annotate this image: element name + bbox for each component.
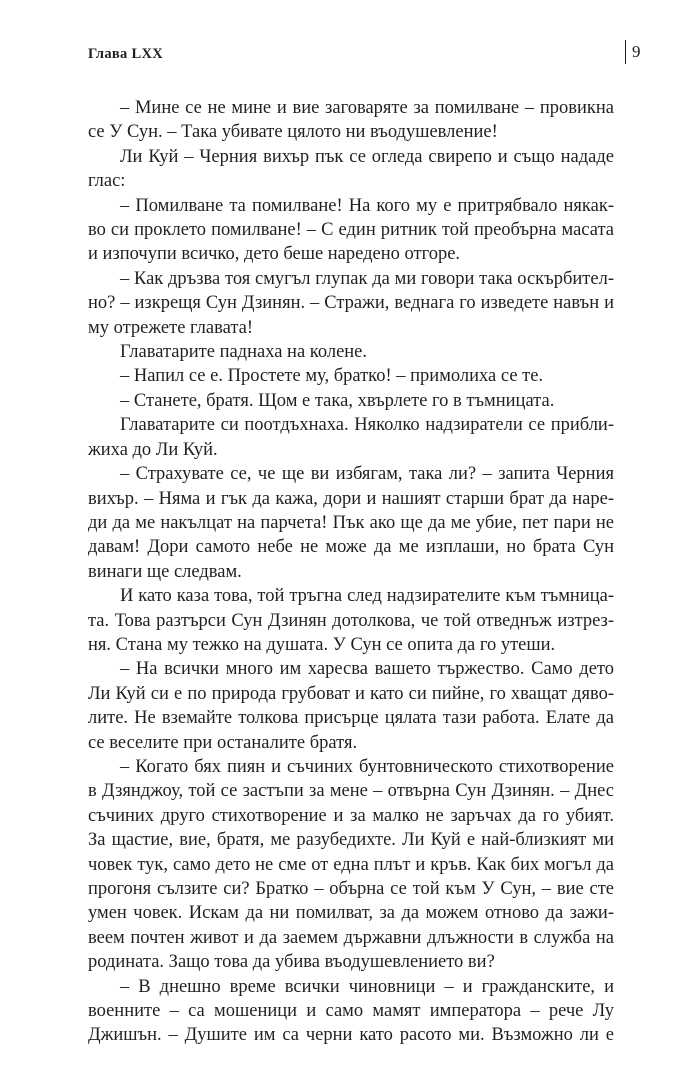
text-line: – Когато бях пиян и съчиних бунтовническото стихотворение [120, 756, 614, 777]
text-line: давам! Дори самото небе не може да ме изплаши, но брата Сун [88, 537, 614, 558]
text-line: – Страхувате се, че ще ви избягам, така ли? – запита Черния [120, 464, 614, 485]
text-line: Главатарите си поотдъхнаха. Няколко надзиратели се прибли- [120, 415, 614, 436]
text-line: – На всички много им харесва вашето тържество. Само дето [120, 659, 614, 680]
paragraph [88, 584, 614, 657]
text-line: ня. Стана му тежко на душата. У Сун се опита да го утеши. [88, 634, 556, 655]
chapter-running-head: Глава LXX [88, 46, 163, 62]
text-line: И като каза това, той тръгна след надзирателите към тъмница- [120, 586, 614, 607]
text-line: ди да ме накълцат на парчета! Пък ако ще да ме убие, пет пари не [88, 512, 614, 533]
text-line: винаги ще следвам. [88, 561, 242, 582]
text-line: – Напил се е. Простете му, братко! – примолиха се те. [120, 366, 544, 387]
text-line: умен човек. Искам да ни помилват, за да можем отново да зажи- [88, 903, 614, 924]
paragraph [88, 975, 614, 1048]
text-line: – Как дръзва тоя смугъл глупак да ми говори така оскърбител- [120, 268, 614, 289]
text-line: се У Сун. – Така убивате цялото ни въодушевление! [88, 122, 498, 143]
paragraph [88, 96, 614, 145]
text-line: Ли Куй си е по природа грубоват и като си пийне, го хващат дяво- [88, 683, 614, 704]
text-line: вихър. – Няма и гък да кажа, дори и нашият старши брат да наре- [88, 488, 614, 509]
text-line: – Мине се не мине и вие заговаряте за помилване – провикна [120, 98, 614, 118]
page-number: 9 [625, 40, 641, 64]
text-line: – Помилване та помилване! На кого му е притрябвало някак- [120, 195, 614, 216]
paragraph [88, 657, 614, 755]
paragraph [88, 145, 614, 194]
text-line: но? – изкрещя Сун Дзинян. – Стражи, веднага го изведете навън и [88, 293, 614, 314]
body-text [88, 96, 614, 1048]
text-line: во си проклето помилване! – С един ритник той преобърна масата [88, 220, 614, 241]
paragraph [88, 340, 614, 364]
paragraph [88, 389, 614, 413]
text-line: военните – са мошеници и само мамят императора – рече Лу [88, 1001, 614, 1022]
text-line: човек тук, само дето не сме от една плът и кръв. Как бих могъл да [88, 854, 614, 875]
text-line: За щастие, вие, братя, ме разубедихте. Ли Куй е най-близкият ми [88, 830, 614, 851]
text-line: родината. Защо това да убива въодушевлението ви? [88, 952, 495, 973]
text-line: глас: [88, 171, 126, 192]
text-line: жиха до Ли Куй. [88, 439, 218, 460]
text-line: му отрежете главата! [88, 317, 254, 338]
text-line: та. Това разтърси Сун Дзинян дотолкова, че той отведнъж изтрез- [88, 610, 614, 631]
paragraph [88, 755, 614, 975]
paragraph [88, 413, 614, 462]
paragraph [88, 364, 614, 388]
text-line: веем почтен живот и да заемем държавни длъжности в служба на [88, 927, 614, 948]
text-line: прогоня сълзите си? Братко – обърна се той към У Сун, – вие сте [88, 879, 614, 899]
text-line: и изпочупи всичко, дето беше наредено отгоре. [88, 244, 461, 265]
text-line: в Дзянджоу, той се застъпи за мене – отвърна Сун Дзинян. – Днес [88, 781, 614, 802]
text-line: – В днешно време всички чиновници – и гражданските, и [120, 976, 614, 997]
text-line: Джишън. – Душите им са черни като расото ми. Възможно ли е [88, 1025, 614, 1046]
text-line: съчиних друго стихотворение и за малко не заръчах да го убият. [88, 805, 614, 826]
text-line: Главатарите паднаха на колене. [120, 342, 368, 363]
text-line: се веселите при останалите братя. [88, 732, 358, 753]
text-line: Ли Куй – Черния вихър пък се огледа свирепо и също нададе [120, 146, 614, 167]
text-line: лите. Не вземайте толкова присърце цялата тази работа. Елате да [88, 708, 614, 729]
paragraph [88, 462, 614, 584]
text-line: – Станете, братя. Щом е така, хвърлете го в тъмницата. [120, 390, 555, 411]
paragraph [88, 267, 614, 340]
paragraph [88, 194, 614, 267]
